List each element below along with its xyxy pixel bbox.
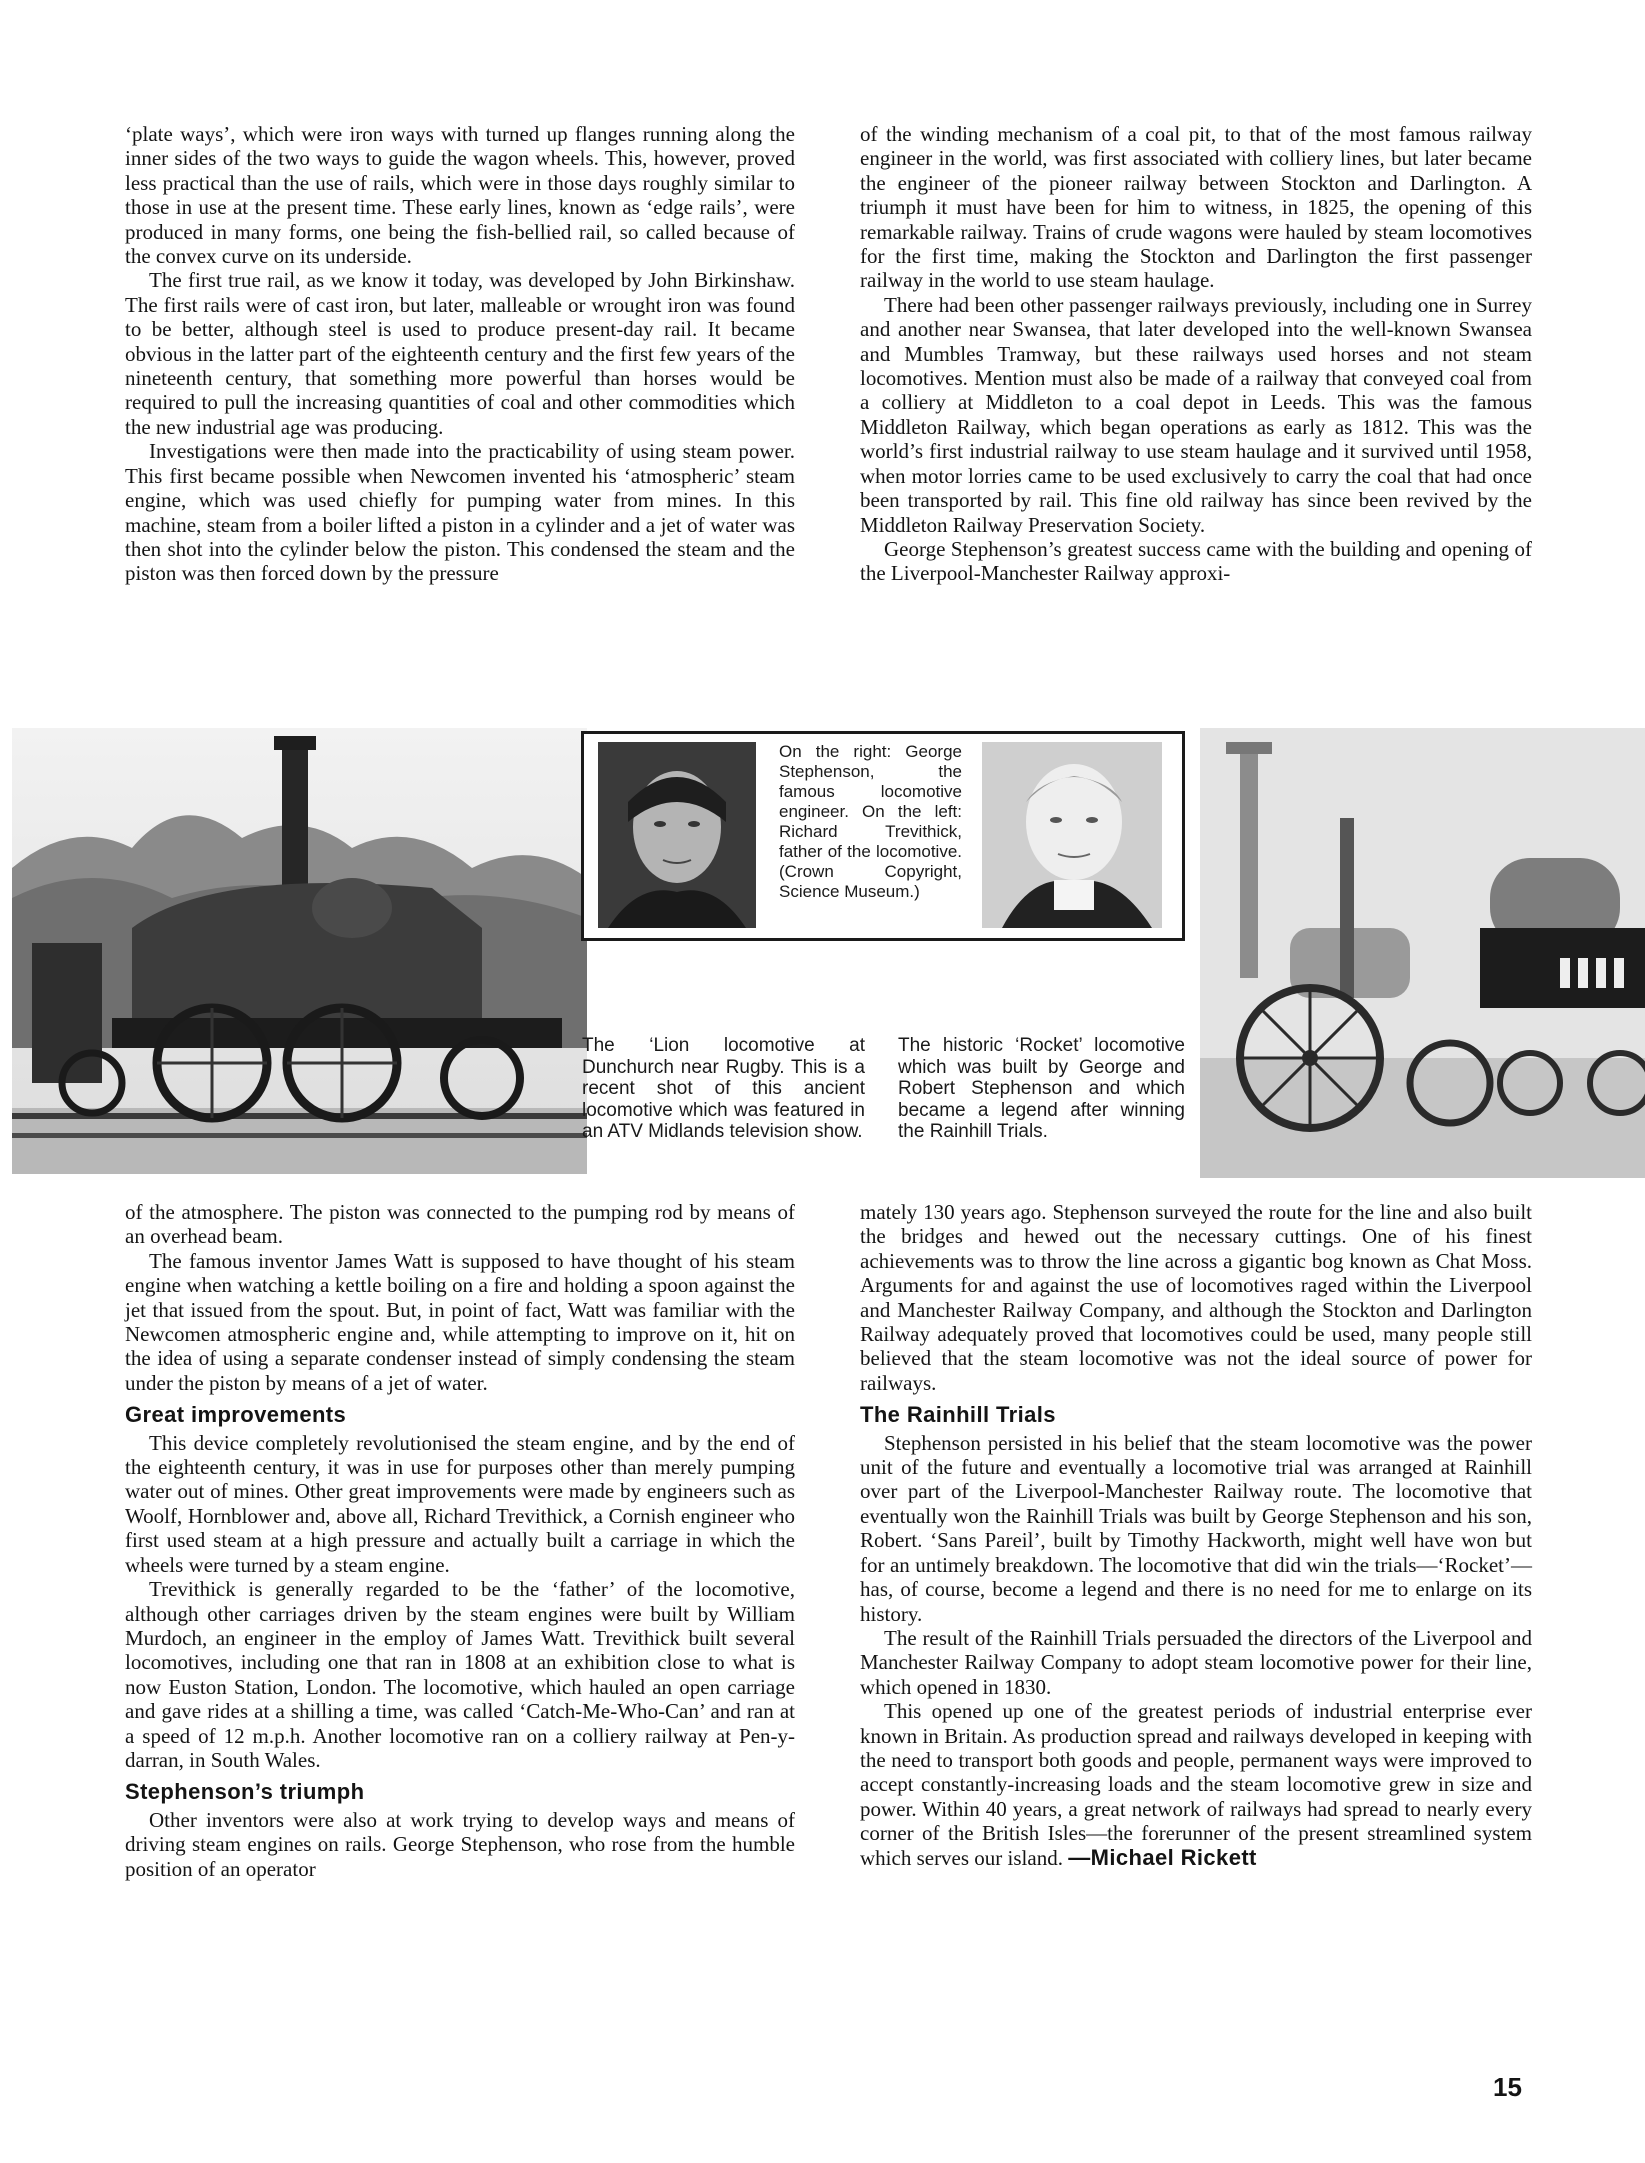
section-heading: The Rainhill Trials (860, 1402, 1056, 1428)
paragraph: Stephenson persisted in his belief that the steam locomotive was the power unit of the future and eventually a locomotive trial was arranged at Rainhill over part of the Liverpool-Manchester Railway route. The locomotive that eventually won the Rainhill Trials was built by George Stephenson and his son, Robert. ‘Sans Pareil’, built by Timothy Hackworth, might well have won but for an untimely breakdown. The locomotive that did win the trials—‘Rocket’—has, of course, become a legend and there is no need for me to enlarge on its history. (860, 1430, 1532, 1626)
paragraph: ‘plate ways’, which were iron ways with turned up flanges running along the inner sides of the two ways to guide the wagon wheels. This, however, proved less practical than the use of rails, which were in those days roughly similar to those in use at the present time. These early lines, known as ‘edge rails’, were produced in many forms, one being the fish-bellied rail, so called because of the convex curve on its underside. (125, 122, 795, 269)
lion-caption: The ‘Lion locomotive at Dunchurch near Rugby. This is a recent shot of this ancient locomotive which was featured in an ATV Midlands television show. (582, 1035, 865, 1142)
locomotive-illustration (12, 728, 587, 1174)
upper-left-column (125, 122, 795, 586)
rocket-caption: The historic ‘Rocket’ locomotive which was built by George and Robert Stephenson and which became a legend after winning the Rainhill Trials. (898, 1035, 1185, 1142)
paragraph: The famous inventor James Watt is supposed to have thought of his steam engine when watching a kettle boiling on a fire and holding a spoon against the jet that issued from the spout. But, in point of fact, Watt was familiar with the Newcomen atmospheric engine and, while attempting to improve on it, hit on the idea of using a separate condenser instead of simply condensing the steam under the piston by means of a jet of water. (125, 1248, 795, 1395)
lower-left-column (125, 1200, 795, 1881)
paragraph: There had been other passenger railways previously, including one in Surrey and another near Swansea, that later developed into the well-known Swansea and Mumbles Tramway, but these railways used horses and not steam locomotives. Mention must also be made of a railway that conveyed coal from a colliery at Middleton to a coal depot in Leeds. This was the famous Middleton Railway, which began operations as early as 1812. This was the world’s first industrial railway to use steam haulage and it survived until 1958, when motor lorries came to be used exclusively to carry the coal that had once been transported by rail. This fine old railway has since been revived by the Middleton Railway Preservation Society. (860, 292, 1532, 537)
portraits-box (581, 731, 1185, 941)
paragraph: of the winding mechanism of a coal pit, to that of the most famous railway engineer in the world, was first associated with colliery lines, but later became the engineer of the pioneer railway between Stockton and Darlington. A triumph it must have been for him to witness, in 1825, the opening of this remarkable railway. Trains of crude wagons were hauled by steam locomotives for the first time, making the Stockton and Darlington the first passenger railway in the world to use steam haulage. (860, 122, 1532, 293)
paragraph: Other inventors were also at work trying to develop ways and means of driving steam engines on rails. George Stephenson, who rose from the humble position of an operator (125, 1807, 795, 1881)
paragraph: This device completely revolutionised the steam engine, and by the end of the eighteenth century, it was in use for purposes other than merely pumping water out of mines. Other great improvements were made by engineers such as Woolf, Hornblower and, above all, Richard Trevithick, a Cornish engineer who first used steam at a high pressure and actually built a carriage in which the wheels were turned by a steam engine. (125, 1430, 795, 1577)
section-heading: Stephenson’s triumph (125, 1779, 365, 1805)
rocket-locomotive-photo (1200, 728, 1645, 1178)
upper-right-column (860, 122, 1532, 586)
paragraph: The first true rail, as we know it today, was developed by John Birkinshaw. The first rails were of cast iron, but later, malleable or wrought iron was found to be better, although steel is used to produce present-day rail. It became obvious in the latter part of the eighteenth century and the first few years of the nineteenth century, that something more powerful than horses would be required to pull the increasing quantities of coal and other commodities which the new industrial age was producing. (125, 268, 795, 439)
paragraph: The result of the Rainhill Trials persuaded the directors of the Liverpool and Manchester Railway Company to adopt steam locomotive power for their line, which opened in 1830. (860, 1625, 1532, 1699)
paragraph: Investigations were then made into the practicability of using steam power. This first became possible when Newcomen invented his ‘atmospheric’ steam engine, which was used chiefly for pumping water from mines. In this machine, steam from a boiler lifted a piston in a cylinder and a jet of water was then shot into the cylinder below the piston. This condensed the steam and the piston was then forced down by the pressure (125, 439, 795, 586)
author-signature: —Michael Rickett (1068, 1844, 1257, 1870)
paragraph: Trevithick is generally regarded to be the ‘father’ of the locomotive, although other carriages driven by the steam engines were built by William Murdoch, an engineer in the employ of James Watt. Trevithick built several locomotives, including one that ran in 1808 at an exhibition close to what is now Euston Station, London. The locomotive, which hauled an open carriage and gave rides at a shilling a time, was called ‘Catch-Me-Who-Can’ and ran at a speed of 12 m.p.h. Another locomotive ran on a colliery railway at Pen-y-darran, in South Wales. (125, 1577, 795, 1772)
lion-locomotive-photo (12, 728, 587, 1174)
stephenson-portrait (982, 742, 1162, 928)
section-heading: Great improvements (125, 1402, 347, 1428)
paragraph: George Stephenson’s greatest success came with the building and opening of the Liverpool-Manchester Railway approxi- (860, 536, 1532, 586)
paragraph (860, 1699, 1532, 1870)
portraits-caption: On the right: George Stephenson, the famous locomotive engineer. On the left: Richard Trevithick, father of the locomotive. (Crown Copyright, Science Museum.) (779, 742, 962, 901)
paragraph-text: This opened up one of the greatest periods of industrial enterprise ever known in Britain. As production spread and railways developed in keeping with the need to transport both goods and people, permanent ways were improved to accept constantly-increasing loads and the steam locomotive grew in size and power. Within 40 years, a great network of railways had spread to nearly every corner of the British Isles—the forerunner of the present streamlined system which serves our island. (860, 1699, 1532, 1870)
paragraph: of the atmosphere. The piston was connected to the pumping rod by means of an overhead beam. (125, 1200, 795, 1249)
trevithick-portrait (598, 742, 756, 928)
lower-right-column (860, 1200, 1532, 1870)
page-number: 15 (1493, 2072, 1522, 2102)
paragraph: mately 130 years ago. Stephenson surveyed the route for the line and also built the bridges and hewed out the necessary cuttings. One of his finest achievements was to throw the line across a gigantic bog known as Chat Moss. Arguments for and against the use of locomotives raged within the Liverpool and Manchester Railway Company, and although the Stockton and Darlington Railway adequately proved that locomotives could be used, many people still believed that the steam locomotive was not the ideal source of power for railways. (860, 1200, 1532, 1395)
